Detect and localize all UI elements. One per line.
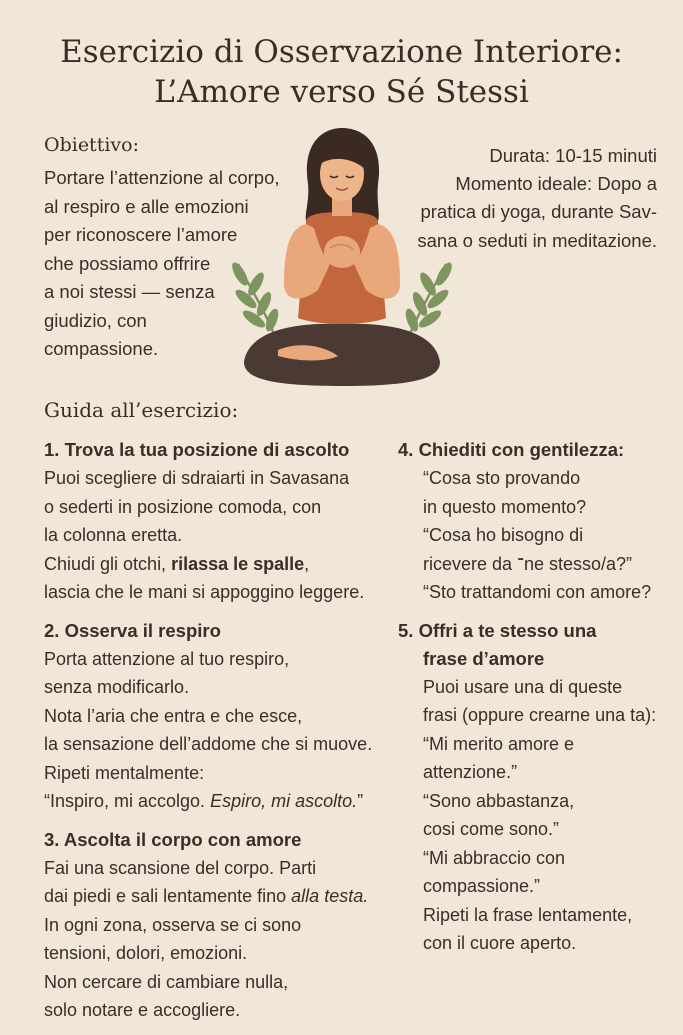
step-title: 5. Offri a te stesso una: [398, 619, 597, 641]
steps-right-column: [398, 436, 683, 968]
step-line: “Mi merito amore e: [423, 733, 575, 754]
step-line: Porta attenzione al tuo respiro,: [44, 648, 290, 669]
step-line: [44, 550, 394, 579]
step-4: [398, 436, 683, 607]
step-line: in questo momento?: [423, 496, 587, 517]
step-text-italic: alla testa.: [291, 886, 369, 906]
step-text-emphasis: rilassa le spalle: [171, 553, 305, 574]
step-text: “Inspiro, mi accolgo.: [44, 791, 211, 811]
page-title: [0, 32, 683, 112]
step-line: “Mi abbraccio con: [423, 847, 566, 868]
step-line: [44, 787, 394, 816]
step-line: “Cosa ho bisogno di: [423, 525, 584, 545]
objective-line: a noi stessi — senza: [44, 281, 215, 302]
title-line-2: L’Amore verso Sé Stessi: [154, 74, 529, 110]
objective-line: che possiamo offrire: [44, 252, 211, 274]
objective-line: per riconoscere l’amore: [44, 224, 238, 245]
step-line: [44, 882, 394, 911]
step-line: “Sto trattandomi con amore?: [423, 582, 652, 602]
step-line: o sederti in posizione comoda, con: [44, 496, 322, 517]
step-line: la colonna eretta.: [44, 525, 183, 545]
meditating-woman-illustration: [226, 124, 458, 390]
ideal-moment-line: pratica di yoga, durante Sav-: [420, 201, 657, 223]
hands-on-heart: [324, 236, 360, 268]
crossed-legs: [244, 324, 440, 386]
step-line: “Sono abbastanza,: [423, 790, 575, 811]
step-line: “Cosa sto provando: [423, 468, 581, 488]
step-line: Non cercare di cambiare nulla,: [44, 971, 289, 992]
ideal-moment-line: Momento ideale: Dopo a: [455, 173, 657, 195]
step-text-italic: Espiro, mi ascolto.: [210, 791, 358, 811]
ideal-moment-line: sana o seduti in meditazione.: [417, 229, 657, 251]
objective-line: compassione.: [44, 338, 159, 359]
step-line: lascia che le mani si appoggino leggere.: [44, 582, 365, 602]
duration-line: Durata: 10-15 minuti: [489, 145, 657, 166]
guide-heading: Guida all’esercizio:: [44, 398, 239, 422]
step-3: [44, 826, 394, 1025]
step-title: frase d’amore: [423, 647, 545, 669]
step-line: Ripeti mentalmente:: [44, 762, 205, 783]
steps-left-column: [44, 436, 394, 1035]
step-line: con il cuore aperto.: [423, 933, 577, 953]
step-line: tensioni, dolori, emozioni.: [44, 943, 248, 963]
step-text: ,: [304, 553, 310, 574]
step-line: cosi come sono.”: [423, 819, 560, 839]
leaf-branch-right-icon: [403, 260, 455, 334]
step-line: Fai una scansione del corpo. Parti: [44, 857, 317, 878]
step-line: la sensazione dell’addome che si muove.: [44, 734, 373, 754]
step-text: Chiudi gli otchi,: [44, 553, 172, 574]
title-line-1: Esercizio di Osservazione Interiore:: [60, 34, 623, 70]
step-5: [398, 617, 683, 958]
step-line: compassione.”: [423, 876, 541, 896]
objective-line: al respiro e alle emozioni: [44, 195, 249, 217]
objective-heading: Obiettivo:: [44, 134, 139, 156]
step-line: attenzione.”: [423, 762, 518, 782]
objective-line: giudizio, con: [44, 309, 147, 331]
step-title: 2. Osserva il respiro: [44, 619, 221, 641]
step-text: ”: [357, 791, 364, 811]
step-text: dai piedi e sali lentamente fino: [44, 886, 292, 906]
step-line: solo notare e accogliere.: [44, 1000, 241, 1020]
step-line: frasi (oppure crearne una ta):: [423, 705, 657, 725]
step-title: 3. Ascolta il corpo con amore: [44, 828, 302, 850]
step-line: ricevere da ־ne stesso/a?”: [423, 553, 632, 574]
step-line: Nota l’aria che entra e che esce,: [44, 705, 303, 726]
step-2: [44, 617, 394, 816]
leaf-branch-left-icon: [229, 260, 281, 334]
step-title: 4. Chiediti con gentilezza:: [398, 439, 625, 460]
step-1: [44, 436, 394, 607]
step-line: In ogni zona, osserva se ci sono: [44, 914, 302, 935]
objective-line: Portare l’attenzione al corpo,: [44, 167, 280, 188]
step-title: 1. Trova la tua posizione di ascolto: [44, 439, 350, 460]
step-line: Puoi scegliere di sdraiarti in Savasana: [44, 468, 350, 488]
step-line: Ripeti la frase lentamente,: [423, 904, 633, 925]
step-line: Puoi usare una di queste: [423, 676, 623, 697]
step-line: senza modificarlo.: [44, 677, 190, 697]
